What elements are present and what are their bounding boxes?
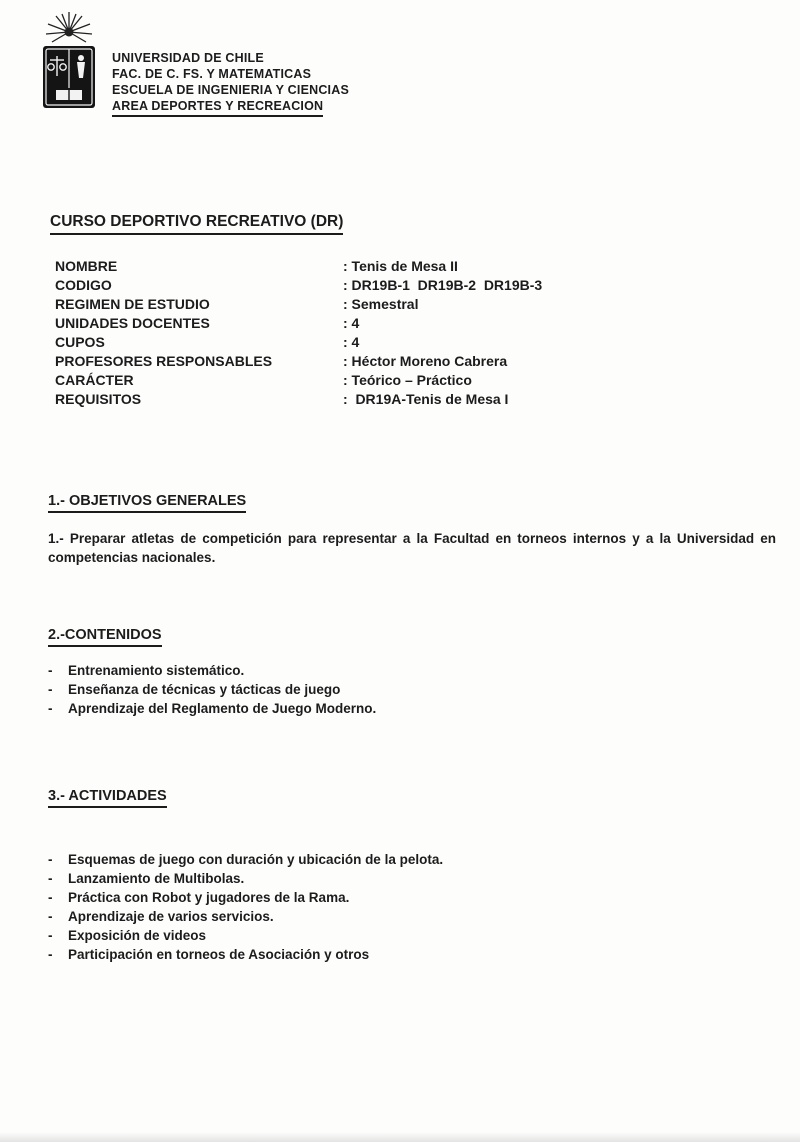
contenidos-list [0, 661, 800, 718]
field-label: CUPOS [55, 334, 105, 350]
field-value: : Héctor Moreno Cabrera [343, 353, 508, 369]
field-label: CODIGO [55, 277, 112, 293]
field-row-nombre [55, 257, 800, 276]
header-text-block [112, 10, 349, 117]
field-row-cupos [55, 333, 800, 352]
list-item [0, 699, 800, 718]
list-item [0, 888, 800, 907]
bullet-dash: - [48, 663, 53, 678]
section-heading-contenidos: 2.-CONTENIDOS [48, 627, 800, 647]
field-value: : DR19A-Tenis de Mesa I [343, 391, 509, 407]
document-title: CURSO DEPORTIVO RECREATIVO (DR) [50, 213, 800, 235]
field-value: : 4 [343, 315, 360, 331]
list-item-text: Entrenamiento sistemático. [68, 663, 245, 678]
field-row-codigo [55, 276, 800, 295]
bullet-dash: - [48, 909, 53, 924]
bullet-dash: - [48, 890, 53, 905]
field-value: : DR19B-1 DR19B-2 DR19B-3 [343, 277, 543, 293]
list-item [0, 907, 800, 926]
field-label: REQUISITOS [55, 391, 142, 407]
section-heading-objetivos: 1.- OBJETIVOS GENERALES [48, 493, 800, 513]
list-item-text: Exposición de videos [68, 928, 207, 943]
bullet-dash: - [48, 947, 53, 962]
list-item-text: Práctica con Robot y jugadores de la Rama. [68, 890, 350, 905]
field-row-unidades [55, 314, 800, 333]
section-heading-actividades: 3.- ACTIVIDADES [48, 788, 800, 808]
list-item [0, 661, 800, 680]
list-item [0, 945, 800, 964]
field-label: PROFESORES RESPONSABLES [55, 353, 273, 369]
field-label: CARÁCTER [55, 372, 134, 388]
field-label: NOMBRE [55, 258, 118, 274]
list-item-text: Lanzamiento de Multibolas. [68, 871, 245, 886]
field-label: UNIDADES DOCENTES [55, 315, 210, 331]
list-item-text: Aprendizaje del Reglamento de Juego Moderno. [68, 701, 377, 716]
document-header [0, 0, 800, 123]
field-label: REGIMEN DE ESTUDIO [55, 296, 210, 312]
list-item [0, 680, 800, 699]
header-faculty-name: FAC. DE C. FS. Y MATEMATICAS [112, 67, 312, 81]
list-item-text: Enseñanza de técnicas y tácticas de juego [68, 682, 341, 697]
universidad-de-chile-crest-icon [34, 10, 104, 118]
course-fields [55, 257, 800, 409]
university-logo [34, 10, 104, 123]
list-item-text: Aprendizaje de varios servicios. [68, 909, 274, 924]
bullet-dash: - [48, 852, 53, 867]
field-row-requisitos [55, 390, 800, 409]
list-item-text: Participación en torneos de Asociación y otros [68, 947, 370, 962]
field-value: : Tenis de Mesa II [343, 258, 458, 274]
field-value: : Semestral [343, 296, 419, 312]
objetivos-paragraph: 1.- Preparar atletas de competición para representar a la Facultad en torneos internos y a la Universidad en competencias nacionales. [48, 531, 776, 565]
list-item [0, 850, 800, 869]
field-row-profesores [55, 352, 800, 371]
field-row-regimen [55, 295, 800, 314]
bullet-dash: - [48, 682, 53, 697]
header-school-name: ESCUELA DE INGENIERIA Y CIENCIAS [112, 83, 349, 97]
header-university-name: UNIVERSIDAD DE CHILE [112, 51, 264, 65]
field-row-caracter [55, 371, 800, 390]
field-value: : 4 [343, 334, 360, 350]
bullet-dash: - [48, 701, 53, 716]
actividades-list [0, 850, 800, 964]
list-item [0, 869, 800, 888]
bullet-dash: - [48, 871, 53, 886]
bullet-dash: - [48, 928, 53, 943]
list-item-text: Esquemas de juego con duración y ubicación de la pelota. [68, 852, 444, 867]
list-item [0, 926, 800, 945]
field-value: : Teórico – Práctico [343, 372, 472, 388]
header-area-name: AREA DEPORTES Y RECREACION [112, 98, 349, 117]
